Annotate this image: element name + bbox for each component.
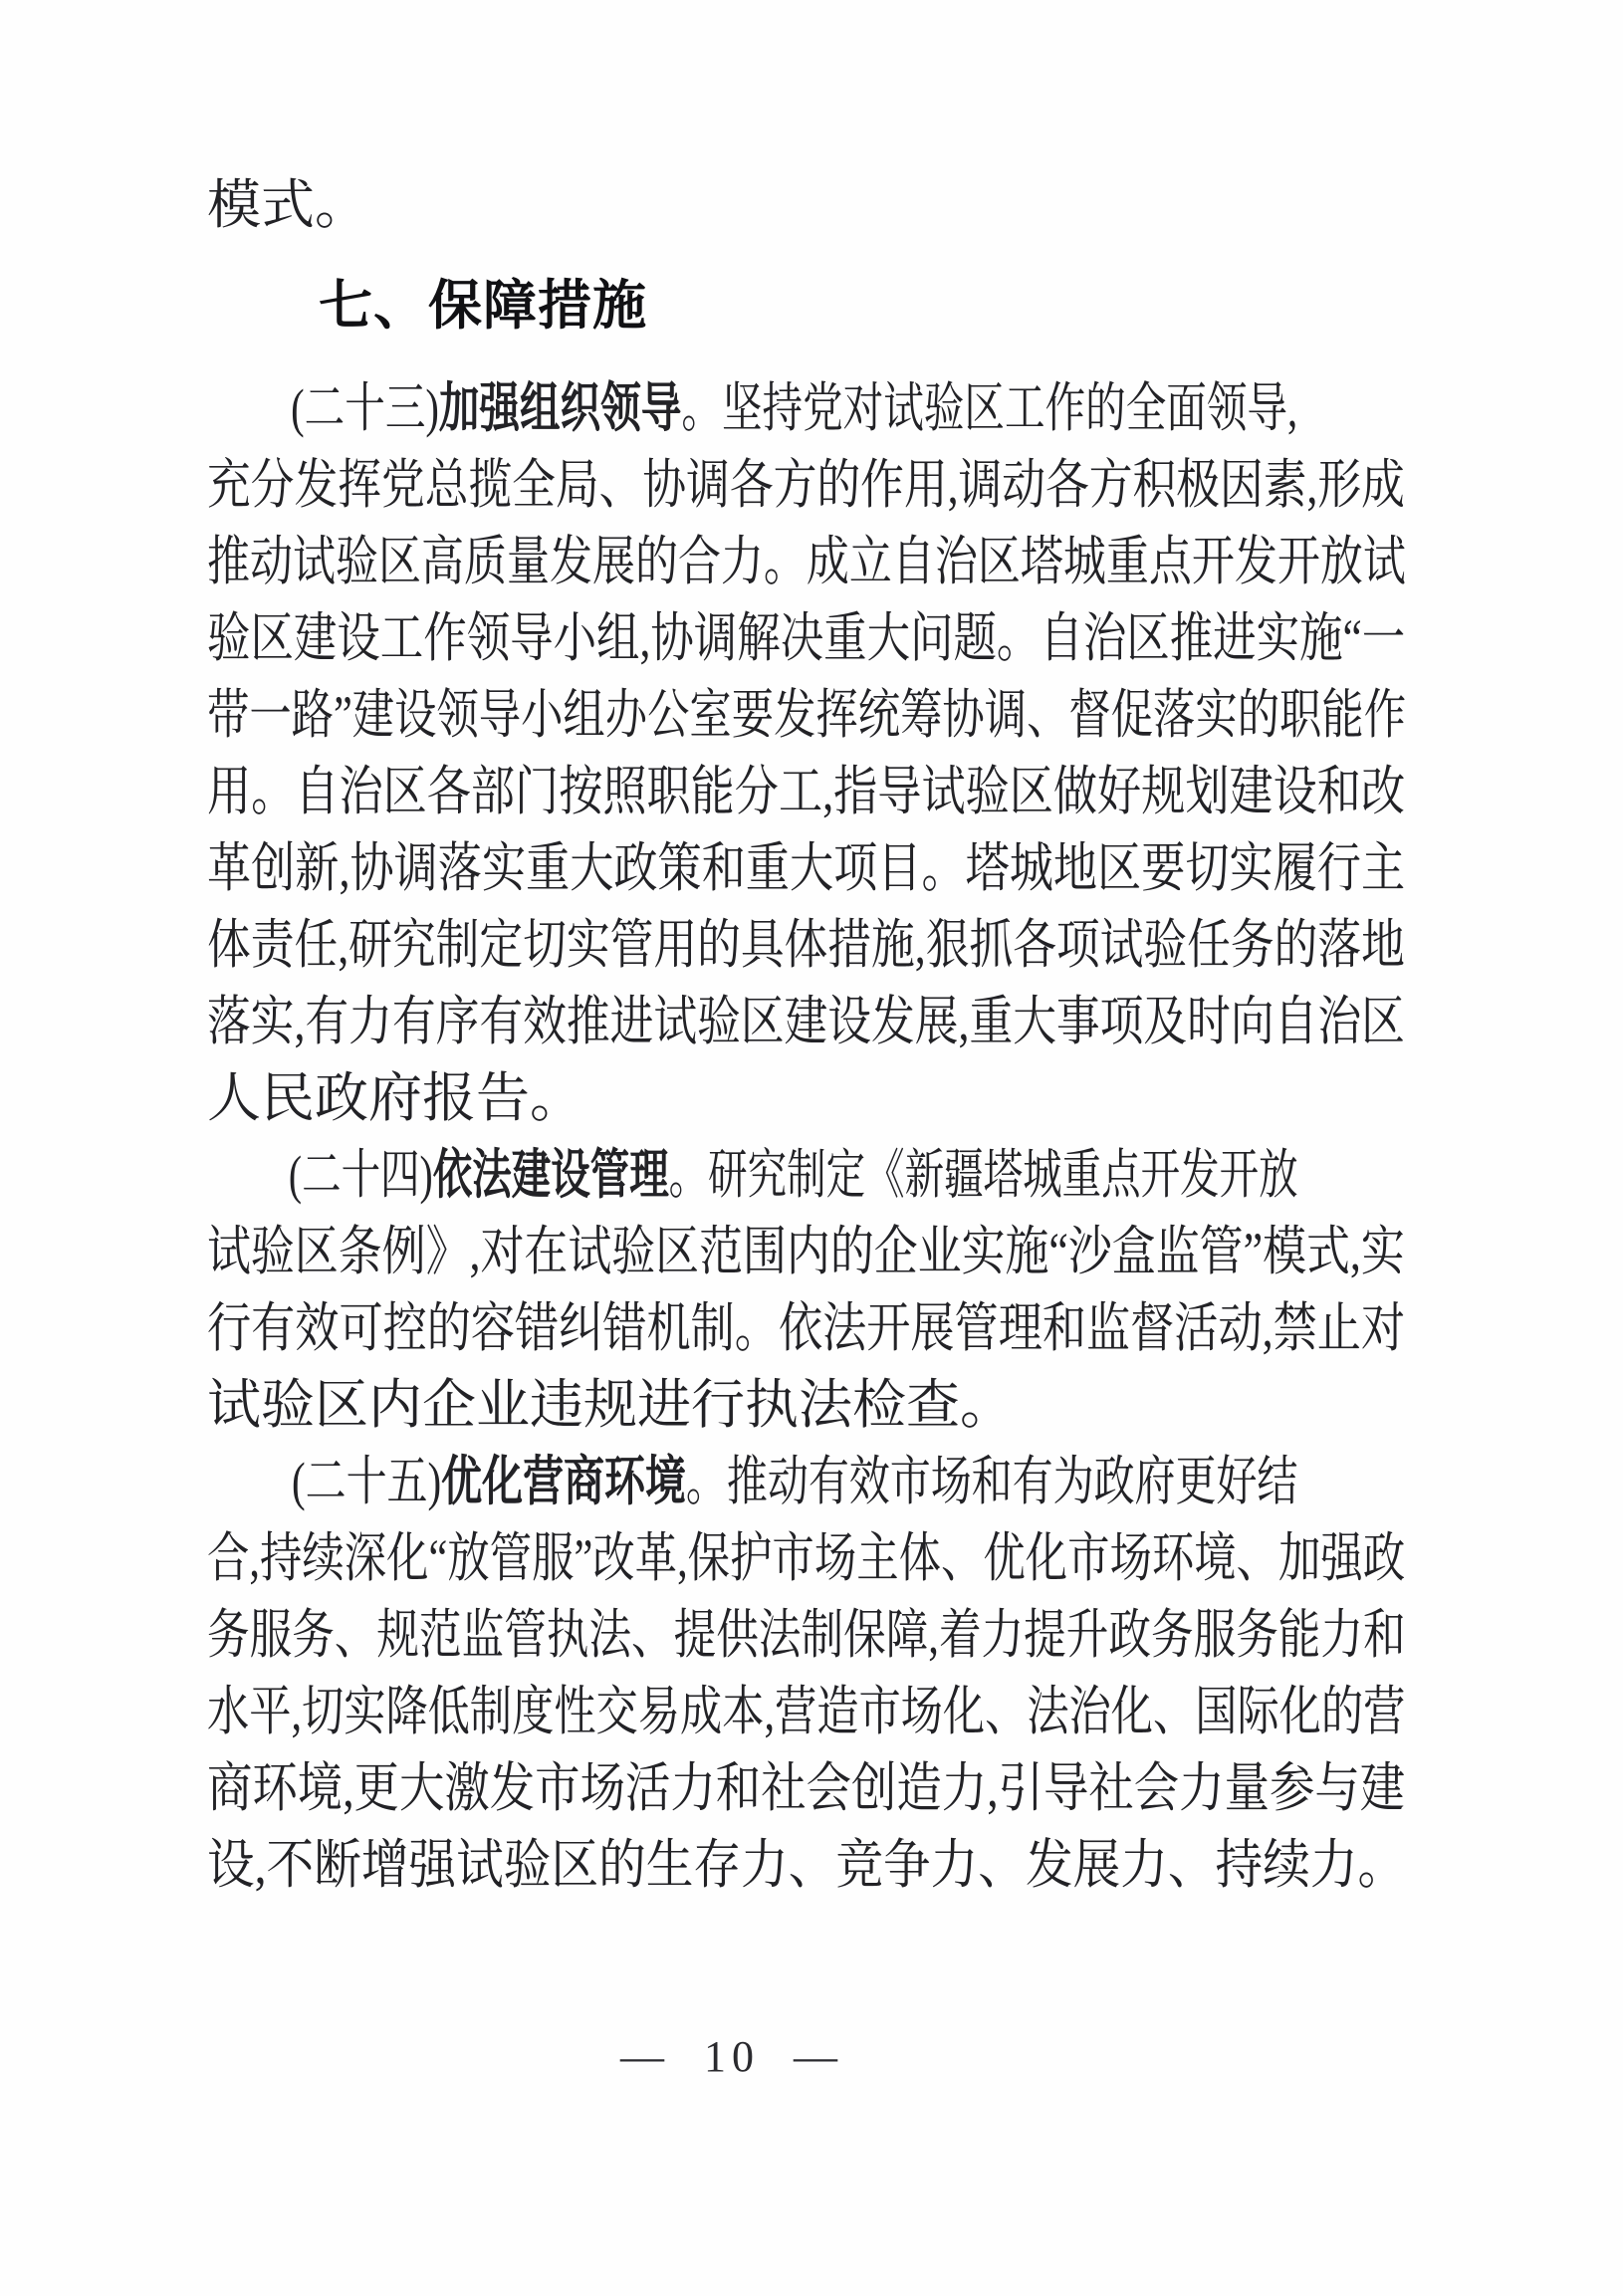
item-title: 依法建设管理: [432, 1145, 669, 1205]
paragraph-line: 试验区条例》,对在试验区范围内的企业实施“沙盒监管”模式,实: [207, 1222, 1405, 1281]
paragraph-line: (二十三)加强组织领导。坚持党对试验区工作的全面领导,: [291, 378, 1298, 438]
paragraph-line: (二十五)优化营商环境。推动有效市场和有为政府更好结: [291, 1452, 1298, 1511]
continuation-line: 模式。: [207, 175, 368, 235]
item-title: 加强组织领导: [438, 378, 682, 438]
paragraph-line: 充分发挥党总揽全局、协调各方的作用,调动各方积极因素,形成: [207, 455, 1405, 515]
paragraph-line: 体责任,研究制定切实管用的具体措施,狠抓各项试验任务的落地: [207, 915, 1405, 975]
paragraph-line: 务服务、规范监管执法、提供法制保障,着力提升政务服务能力和: [207, 1605, 1406, 1665]
paragraph-line: 验区建设工作领导小组,协调解决重大问题。自治区推进实施“一: [207, 608, 1406, 668]
paragraph-line: 落实,有力有序有效推进试验区建设发展,重大事项及时向自治区: [207, 992, 1405, 1051]
page-number: — 10 —: [620, 2032, 843, 2081]
paragraph-line: (二十四)依法建设管理。研究制定《新疆塔城重点开发开放: [288, 1145, 1298, 1205]
document-body: [207, 167, 1417, 1904]
paragraph-line: 设,不断增强试验区的生存力、竞争力、发展力、持续力。: [207, 1835, 1406, 1895]
paragraph-23: [207, 370, 1417, 1137]
spacer: [207, 344, 1417, 370]
paragraph-line: 带一路”建设领导小组办公室要发挥统筹协调、督促落实的职能作: [207, 685, 1407, 745]
spacer: [207, 244, 1417, 268]
paragraph-line: 商环境,更大激发市场活力和社会创造力,引导社会力量参与建: [207, 1758, 1406, 1818]
paragraph-24: [207, 1137, 1417, 1444]
paragraph-line: 推动试验区高质量发展的合力。成立自治区塔城重点开发开放试: [207, 532, 1406, 591]
section-heading: 七、保障措施: [319, 276, 647, 336]
item-title: 优化营商环境: [441, 1452, 686, 1511]
paragraph-line: 合,持续深化“放管服”改革,保护市场主体、优化市场环境、加强政: [207, 1528, 1406, 1588]
paragraph-line: 人民政府报告。: [207, 1068, 583, 1128]
page-footer: [0, 2031, 1623, 2083]
paragraph-25: [207, 1444, 1417, 1904]
paragraph-line: 试验区内企业违规进行执法检查。: [207, 1375, 1014, 1435]
paragraph-line: 用。自治区各部门按照职能分工,指导试验区做好规划建设和改: [207, 762, 1406, 821]
paragraph-line: 水平,切实降低制度性交易成本,营造市场化、法治化、国际化的营: [207, 1682, 1406, 1741]
paragraph-line: 革创新,协调落实重大政策和重大项目。塔城地区要切实履行主: [207, 838, 1406, 898]
paragraph-line: 行有效可控的容错纠错机制。依法开展管理和监督活动,禁止对: [207, 1298, 1406, 1358]
